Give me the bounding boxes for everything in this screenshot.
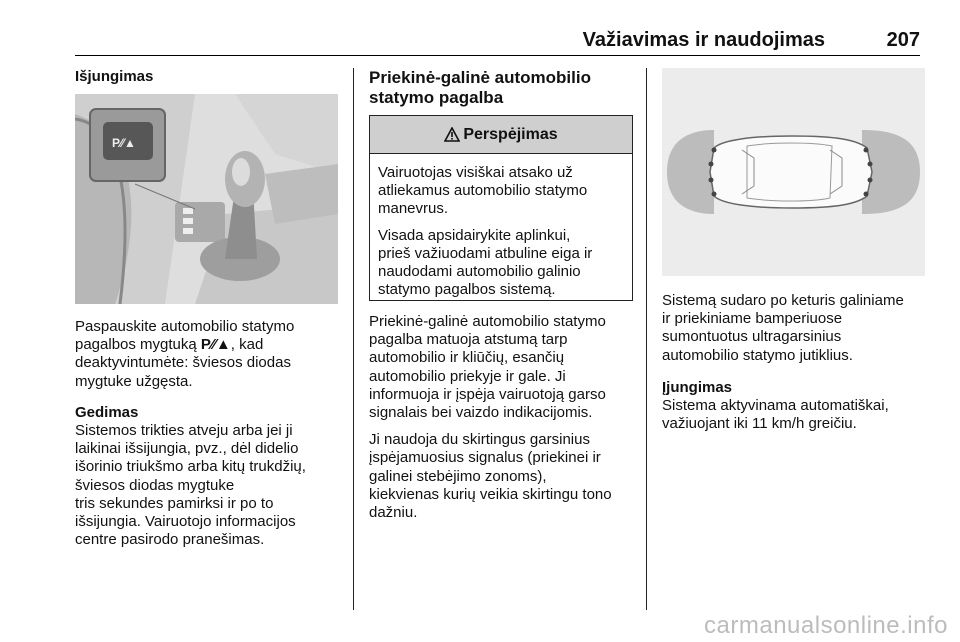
header-title: Važiavimas ir naudojimas: [582, 29, 825, 51]
warning-body: [370, 154, 632, 315]
middle-column-text: [369, 313, 639, 522]
left-column-text: [75, 318, 345, 549]
description-paragraph: Priekinė-galinė automobilio statymo pagalba matuoja atstumą tarp automobilio ir kliūčių, esančių automobilio priekyje ir gale. Ji informuoja ir įspėja vairuotoją garso signalais bei vaizdo indikacijomis.: [369, 313, 606, 422]
section-heading-fault: Gedimas: [75, 403, 139, 421]
activation-paragraph: Sistema aktyvinama automatiškai, važiuojant iki 11 km/h greičiu.: [662, 397, 889, 433]
warning-triangle-icon: [444, 127, 460, 142]
watermark: carmanualsonline.info: [704, 612, 948, 639]
left-column: [75, 68, 340, 86]
car-sensor-diagram: [662, 68, 925, 276]
warning-header: [370, 116, 632, 154]
right-column-text: [662, 292, 932, 433]
fault-paragraph: Sistemos trikties atveju arba jei ji laikinai išsijungia, pvz., dėl didelio išorinio triukšmo arba kitų trukdžių, šviesos diodas mygtuke tris sekundes pamirksi ir po to išsijungia. Vairuotojo informacijos centre pasirodo pranešimas.: [75, 422, 306, 549]
gear-lever-figure: [75, 94, 338, 304]
warning-box: [369, 115, 633, 301]
warning-title: Perspėjimas: [463, 125, 558, 143]
gear-lever-illustration: [75, 94, 338, 304]
figure-button-label: P⁄⁄▲: [112, 136, 136, 150]
car-sensor-figure: [662, 68, 925, 276]
signal-paragraph: Ji naudoja du skirtingus garsinius įspėjamuosius signalus (priekinei ir galinei stebėjimo zonoms), kiekvienas kurių veikia skirtingu tono dažniu.: [369, 431, 612, 522]
header-rule: [75, 55, 920, 56]
sensors-paragraph: Sistemą sudaro po keturis galiniame ir priekiniame bamperiuose sumontuotus ultragarsinius automobilio statymo jutiklius.: [662, 292, 904, 364]
page-header: [0, 24, 920, 54]
column-divider-right: [646, 68, 647, 610]
column-divider-left: [353, 68, 354, 610]
parking-assist-button-icon: P⁄⁄▲: [200, 336, 231, 354]
page-number: 207: [886, 29, 920, 51]
section-heading-off: Išjungimas: [75, 68, 154, 85]
section-title: Priekinė-galinė automobilio statymo pagalba: [369, 68, 591, 107]
middle-column-heading: [369, 68, 634, 108]
off-paragraph: Paspauskite automobilio statymo pagalbos mygtuką P⁄⁄▲, kad deaktyvintumėte: šviesos diodas mygtuke užgęsta.: [75, 318, 295, 390]
warning-paragraph-1: Vairuotojas visiškai atsako už atliekamus automobilio statymo manevrus.: [378, 164, 588, 218]
section-heading-on: Įjungimas: [662, 378, 733, 396]
warning-paragraph-2: Visada apsidairykite aplinkui, prieš važiuodami atbuline eiga ir naudodami automobilio galinio statymo pagalbos sistemą.: [378, 226, 593, 299]
